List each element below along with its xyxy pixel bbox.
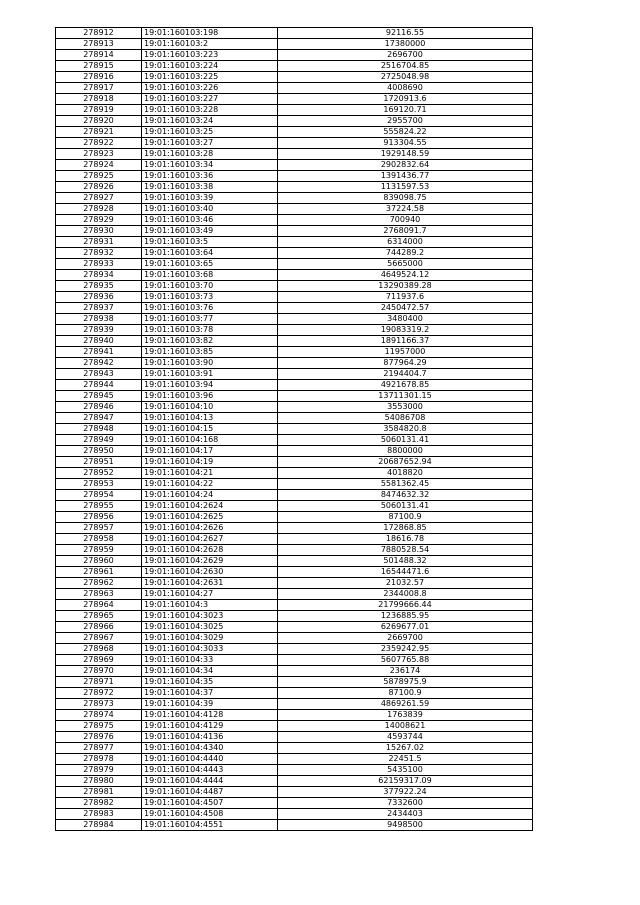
cadastral-number-cell: 19:01:160103:70: [142, 281, 278, 292]
row-number-cell: 278924: [56, 160, 142, 171]
row-number-cell: 278977: [56, 743, 142, 754]
row-number-cell: 278950: [56, 446, 142, 457]
table-row: [56, 468, 533, 479]
value-cell: 1891166.37: [278, 336, 533, 347]
row-number-cell: 278948: [56, 424, 142, 435]
row-number-cell: 278917: [56, 83, 142, 94]
value-cell: 87100.9: [278, 512, 533, 523]
table-row: [56, 721, 533, 732]
row-number-cell: 278982: [56, 798, 142, 809]
value-cell: 2955700: [278, 116, 533, 127]
table-row: [56, 787, 533, 798]
table-row: [56, 534, 533, 545]
value-cell: 5581362.45: [278, 479, 533, 490]
row-number-cell: 278930: [56, 226, 142, 237]
table-row: [56, 50, 533, 61]
row-number-cell: 278981: [56, 787, 142, 798]
table-row: [56, 336, 533, 347]
row-number-cell: 278980: [56, 776, 142, 787]
row-number-cell: 278921: [56, 127, 142, 138]
cadastral-number-cell: 19:01:160104:4443: [142, 765, 278, 776]
value-cell: 21032.57: [278, 578, 533, 589]
row-number-cell: 278979: [56, 765, 142, 776]
cadastral-number-cell: 19:01:160104:15: [142, 424, 278, 435]
value-cell: 19083319.2: [278, 325, 533, 336]
row-number-cell: 278925: [56, 171, 142, 182]
cadastral-number-cell: 19:01:160104:2627: [142, 534, 278, 545]
row-number-cell: 278971: [56, 677, 142, 688]
table-row: [56, 457, 533, 468]
row-number-cell: 278968: [56, 644, 142, 655]
value-cell: 1131597.53: [278, 182, 533, 193]
row-number-cell: 278961: [56, 567, 142, 578]
value-cell: 4018820: [278, 468, 533, 479]
table-row: [56, 193, 533, 204]
cadastral-number-cell: 19:01:160104:3023: [142, 611, 278, 622]
value-cell: 2669700: [278, 633, 533, 644]
row-number-cell: 278966: [56, 622, 142, 633]
cadastral-number-cell: 19:01:160103:223: [142, 50, 278, 61]
row-number-cell: 278914: [56, 50, 142, 61]
row-number-cell: 278956: [56, 512, 142, 523]
value-cell: 913304.55: [278, 138, 533, 149]
value-cell: 13711301.15: [278, 391, 533, 402]
cadastral-number-cell: 19:01:160103:73: [142, 292, 278, 303]
value-cell: 9498500: [278, 820, 533, 831]
row-number-cell: 278983: [56, 809, 142, 820]
cadastral-number-cell: 19:01:160103:40: [142, 204, 278, 215]
cadastral-number-cell: 19:01:160103:39: [142, 193, 278, 204]
cadastral-number-cell: 19:01:160104:24: [142, 490, 278, 501]
cadastral-number-cell: 19:01:160104:3025: [142, 622, 278, 633]
cadastral-number-cell: 19:01:160104:2630: [142, 567, 278, 578]
cadastral-number-cell: 19:01:160103:226: [142, 83, 278, 94]
value-cell: 5060131.41: [278, 435, 533, 446]
value-cell: 2696700: [278, 50, 533, 61]
table-row: [56, 479, 533, 490]
cadastral-number-cell: 19:01:160104:37: [142, 688, 278, 699]
table-row: [56, 127, 533, 138]
value-cell: 1391436.77: [278, 171, 533, 182]
table-row: [56, 710, 533, 721]
table-row: [56, 94, 533, 105]
row-number-cell: 278931: [56, 237, 142, 248]
cadastral-number-cell: 19:01:160103:68: [142, 270, 278, 281]
table-row: [56, 435, 533, 446]
row-number-cell: 278954: [56, 490, 142, 501]
row-number-cell: 278972: [56, 688, 142, 699]
table-row: [56, 501, 533, 512]
cadastral-number-cell: 19:01:160103:46: [142, 215, 278, 226]
cadastral-number-cell: 19:01:160104:35: [142, 677, 278, 688]
cadastral-number-cell: 19:01:160104:4444: [142, 776, 278, 787]
cadastral-number-cell: 19:01:160103:90: [142, 358, 278, 369]
value-cell: 377922.24: [278, 787, 533, 798]
cadastral-number-cell: 19:01:160103:94: [142, 380, 278, 391]
table-row: [56, 259, 533, 270]
table-row: [56, 138, 533, 149]
cadastral-number-cell: 19:01:160104:4440: [142, 754, 278, 765]
row-number-cell: 278942: [56, 358, 142, 369]
row-number-cell: 278959: [56, 545, 142, 556]
table-row: [56, 380, 533, 391]
table-row: [56, 644, 533, 655]
table-row: [56, 116, 533, 127]
table-row: [56, 270, 533, 281]
value-cell: 700940: [278, 215, 533, 226]
value-cell: 2516704.85: [278, 61, 533, 72]
cadastral-number-cell: 19:01:160104:4128: [142, 710, 278, 721]
table-row: [56, 402, 533, 413]
cadastral-number-cell: 19:01:160104:34: [142, 666, 278, 677]
value-cell: 20687652.94: [278, 457, 533, 468]
value-cell: 87100.9: [278, 688, 533, 699]
row-number-cell: 278975: [56, 721, 142, 732]
value-cell: 5607765.88: [278, 655, 533, 666]
cadastral-value-table: [55, 27, 533, 831]
row-number-cell: 278965: [56, 611, 142, 622]
table-row: [56, 358, 533, 369]
row-number-cell: 278973: [56, 699, 142, 710]
cadastral-number-cell: 19:01:160103:27: [142, 138, 278, 149]
value-cell: 5878975.9: [278, 677, 533, 688]
row-number-cell: 278938: [56, 314, 142, 325]
cadastral-number-cell: 19:01:160103:2: [142, 39, 278, 50]
value-cell: 4869261.59: [278, 699, 533, 710]
row-number-cell: 278943: [56, 369, 142, 380]
row-number-cell: 278915: [56, 61, 142, 72]
table-row: [56, 292, 533, 303]
table-row: [56, 798, 533, 809]
cadastral-number-cell: 19:01:160104:4508: [142, 809, 278, 820]
row-number-cell: 278927: [56, 193, 142, 204]
cadastral-number-cell: 19:01:160103:5: [142, 237, 278, 248]
value-cell: 4008690: [278, 83, 533, 94]
cadastral-number-cell: 19:01:160103:224: [142, 61, 278, 72]
row-number-cell: 278947: [56, 413, 142, 424]
table-row: [56, 732, 533, 743]
cadastral-number-cell: 19:01:160104:2629: [142, 556, 278, 567]
cadastral-number-cell: 19:01:160104:13: [142, 413, 278, 424]
cadastral-number-cell: 19:01:160104:3033: [142, 644, 278, 655]
value-cell: 5060131.41: [278, 501, 533, 512]
cadastral-number-cell: 19:01:160104:33: [142, 655, 278, 666]
row-number-cell: 278962: [56, 578, 142, 589]
row-number-cell: 278919: [56, 105, 142, 116]
row-number-cell: 278974: [56, 710, 142, 721]
value-cell: 2194404.7: [278, 369, 533, 380]
cadastral-number-cell: 19:01:160104:168: [142, 435, 278, 446]
table-row: [56, 490, 533, 501]
cadastral-number-cell: 19:01:160104:3: [142, 600, 278, 611]
row-number-cell: 278957: [56, 523, 142, 534]
cadastral-number-cell: 19:01:160103:76: [142, 303, 278, 314]
value-cell: 3480400: [278, 314, 533, 325]
value-cell: 7332600: [278, 798, 533, 809]
value-cell: 2359242.95: [278, 644, 533, 655]
value-cell: 18616.78: [278, 534, 533, 545]
table-row: [56, 182, 533, 193]
value-cell: 2768091.7: [278, 226, 533, 237]
row-number-cell: 278955: [56, 501, 142, 512]
cadastral-number-cell: 19:01:160103:78: [142, 325, 278, 336]
cadastral-number-cell: 19:01:160104:4340: [142, 743, 278, 754]
table-row: [56, 369, 533, 380]
row-number-cell: 278928: [56, 204, 142, 215]
table-row: [56, 226, 533, 237]
row-number-cell: 278937: [56, 303, 142, 314]
row-number-cell: 278932: [56, 248, 142, 259]
value-cell: 4593744: [278, 732, 533, 743]
table-row: [56, 61, 533, 72]
row-number-cell: 278940: [56, 336, 142, 347]
cadastral-number-cell: 19:01:160103:24: [142, 116, 278, 127]
row-number-cell: 278926: [56, 182, 142, 193]
table-row: [56, 347, 533, 358]
value-cell: 3553000: [278, 402, 533, 413]
table-row: [56, 149, 533, 160]
table-row: [56, 556, 533, 567]
table-row: [56, 72, 533, 83]
value-cell: 555824.22: [278, 127, 533, 138]
cadastral-number-cell: 19:01:160104:2625: [142, 512, 278, 523]
table-row: [56, 83, 533, 94]
value-cell: 14008621: [278, 721, 533, 732]
value-cell: 22451.5: [278, 754, 533, 765]
value-cell: 2450472.57: [278, 303, 533, 314]
table-row: [56, 237, 533, 248]
value-cell: 711937.6: [278, 292, 533, 303]
row-number-cell: 278913: [56, 39, 142, 50]
value-cell: 16544471.6: [278, 567, 533, 578]
table-row: [56, 391, 533, 402]
value-cell: 8474632.32: [278, 490, 533, 501]
cadastral-number-cell: 19:01:160103:96: [142, 391, 278, 402]
table-row: [56, 633, 533, 644]
row-number-cell: 278964: [56, 600, 142, 611]
table-row: [56, 215, 533, 226]
row-number-cell: 278946: [56, 402, 142, 413]
table-row: [56, 578, 533, 589]
table-row: [56, 171, 533, 182]
cadastral-number-cell: 19:01:160103:34: [142, 160, 278, 171]
row-number-cell: 278935: [56, 281, 142, 292]
table-row: [56, 754, 533, 765]
row-number-cell: 278976: [56, 732, 142, 743]
value-cell: 13290389.28: [278, 281, 533, 292]
value-cell: 92116.55: [278, 28, 533, 39]
cadastral-number-cell: 19:01:160104:2628: [142, 545, 278, 556]
row-number-cell: 278934: [56, 270, 142, 281]
table-row: [56, 677, 533, 688]
cadastral-number-cell: 19:01:160104:2631: [142, 578, 278, 589]
table-row: [56, 523, 533, 534]
row-number-cell: 278933: [56, 259, 142, 270]
row-number-cell: 278941: [56, 347, 142, 358]
cadastral-number-cell: 19:01:160103:198: [142, 28, 278, 39]
table-row: [56, 809, 533, 820]
value-cell: 54086708: [278, 413, 533, 424]
cadastral-number-cell: 19:01:160103:227: [142, 94, 278, 105]
row-number-cell: 278951: [56, 457, 142, 468]
value-cell: 877964.29: [278, 358, 533, 369]
row-number-cell: 278958: [56, 534, 142, 545]
cadastral-number-cell: 19:01:160103:64: [142, 248, 278, 259]
table-row: [56, 666, 533, 677]
row-number-cell: 278945: [56, 391, 142, 402]
table-row: [56, 655, 533, 666]
table-row: [56, 413, 533, 424]
table-row: [56, 743, 533, 754]
table-row: [56, 820, 533, 831]
value-cell: 3584820.8: [278, 424, 533, 435]
cadastral-number-cell: 19:01:160103:25: [142, 127, 278, 138]
cadastral-number-cell: 19:01:160103:28: [142, 149, 278, 160]
value-cell: 1720913.6: [278, 94, 533, 105]
value-cell: 17380000: [278, 39, 533, 50]
value-cell: 2725048.98: [278, 72, 533, 83]
cadastral-number-cell: 19:01:160104:19: [142, 457, 278, 468]
table-row: [56, 446, 533, 457]
cadastral-number-cell: 19:01:160104:4487: [142, 787, 278, 798]
cadastral-number-cell: 19:01:160104:21: [142, 468, 278, 479]
value-cell: 15267.02: [278, 743, 533, 754]
row-number-cell: 278939: [56, 325, 142, 336]
table-row: [56, 28, 533, 39]
table-row: [56, 776, 533, 787]
value-cell: 62159317.09: [278, 776, 533, 787]
table-row: [56, 248, 533, 259]
row-number-cell: 278984: [56, 820, 142, 831]
value-cell: 5435100: [278, 765, 533, 776]
cadastral-number-cell: 19:01:160104:4551: [142, 820, 278, 831]
value-cell: 744289.2: [278, 248, 533, 259]
cadastral-number-cell: 19:01:160104:22: [142, 479, 278, 490]
table-row: [56, 39, 533, 50]
value-cell: 1929148.59: [278, 149, 533, 160]
row-number-cell: 278953: [56, 479, 142, 490]
value-cell: 7880528.54: [278, 545, 533, 556]
cadastral-number-cell: 19:01:160103:77: [142, 314, 278, 325]
value-cell: 2344008.8: [278, 589, 533, 600]
table-row: [56, 204, 533, 215]
row-number-cell: 278916: [56, 72, 142, 83]
table-row: [56, 512, 533, 523]
cadastral-number-cell: 19:01:160104:10: [142, 402, 278, 413]
row-number-cell: 278970: [56, 666, 142, 677]
row-number-cell: 278922: [56, 138, 142, 149]
row-number-cell: 278978: [56, 754, 142, 765]
row-number-cell: 278944: [56, 380, 142, 391]
table-row: [56, 699, 533, 710]
table-row: [56, 314, 533, 325]
cadastral-number-cell: 19:01:160103:38: [142, 182, 278, 193]
row-number-cell: 278969: [56, 655, 142, 666]
table-row: [56, 281, 533, 292]
value-cell: 839098.75: [278, 193, 533, 204]
table-row: [56, 600, 533, 611]
cadastral-number-cell: 19:01:160104:4136: [142, 732, 278, 743]
table-row: [56, 611, 533, 622]
value-cell: 11957000: [278, 347, 533, 358]
row-number-cell: 278963: [56, 589, 142, 600]
cadastral-number-cell: 19:01:160103:228: [142, 105, 278, 116]
row-number-cell: 278960: [56, 556, 142, 567]
row-number-cell: 278952: [56, 468, 142, 479]
row-number-cell: 278949: [56, 435, 142, 446]
table-row: [56, 765, 533, 776]
cadastral-number-cell: 19:01:160103:49: [142, 226, 278, 237]
table-row: [56, 622, 533, 633]
cadastral-number-cell: 19:01:160104:17: [142, 446, 278, 457]
cadastral-number-cell: 19:01:160104:2626: [142, 523, 278, 534]
cadastral-number-cell: 19:01:160104:2624: [142, 501, 278, 512]
cadastral-number-cell: 19:01:160104:4507: [142, 798, 278, 809]
table-row: [56, 589, 533, 600]
table-row: [56, 424, 533, 435]
row-number-cell: 278912: [56, 28, 142, 39]
value-cell: 4649524.12: [278, 270, 533, 281]
value-cell: 1236885.95: [278, 611, 533, 622]
value-cell: 8800000: [278, 446, 533, 457]
value-cell: 6269677.01: [278, 622, 533, 633]
row-number-cell: 278918: [56, 94, 142, 105]
row-number-cell: 278936: [56, 292, 142, 303]
cadastral-number-cell: 19:01:160104:39: [142, 699, 278, 710]
table-body: [56, 28, 533, 831]
value-cell: 6314000: [278, 237, 533, 248]
table-row: [56, 160, 533, 171]
cadastral-number-cell: 19:01:160104:27: [142, 589, 278, 600]
cadastral-number-cell: 19:01:160103:65: [142, 259, 278, 270]
value-cell: 1763839: [278, 710, 533, 721]
cadastral-number-cell: 19:01:160103:91: [142, 369, 278, 380]
table-row: [56, 325, 533, 336]
value-cell: 2902832.64: [278, 160, 533, 171]
value-cell: 169120.71: [278, 105, 533, 116]
table-row: [56, 688, 533, 699]
value-cell: 5665000: [278, 259, 533, 270]
table-row: [56, 567, 533, 578]
row-number-cell: 278920: [56, 116, 142, 127]
row-number-cell: 278929: [56, 215, 142, 226]
row-number-cell: 278967: [56, 633, 142, 644]
value-cell: 4921678.85: [278, 380, 533, 391]
cadastral-number-cell: 19:01:160103:225: [142, 72, 278, 83]
value-cell: 37224.58: [278, 204, 533, 215]
cadastral-number-cell: 19:01:160103:36: [142, 171, 278, 182]
table-row: [56, 545, 533, 556]
cadastral-number-cell: 19:01:160103:85: [142, 347, 278, 358]
table-row: [56, 303, 533, 314]
cadastral-number-cell: 19:01:160103:82: [142, 336, 278, 347]
value-cell: 21799666.44: [278, 600, 533, 611]
value-cell: 2434403: [278, 809, 533, 820]
value-cell: 236174: [278, 666, 533, 677]
cadastral-number-cell: 19:01:160104:4129: [142, 721, 278, 732]
value-cell: 501488.32: [278, 556, 533, 567]
row-number-cell: 278923: [56, 149, 142, 160]
table-row: [56, 105, 533, 116]
cadastral-number-cell: 19:01:160104:3029: [142, 633, 278, 644]
value-cell: 172868.85: [278, 523, 533, 534]
